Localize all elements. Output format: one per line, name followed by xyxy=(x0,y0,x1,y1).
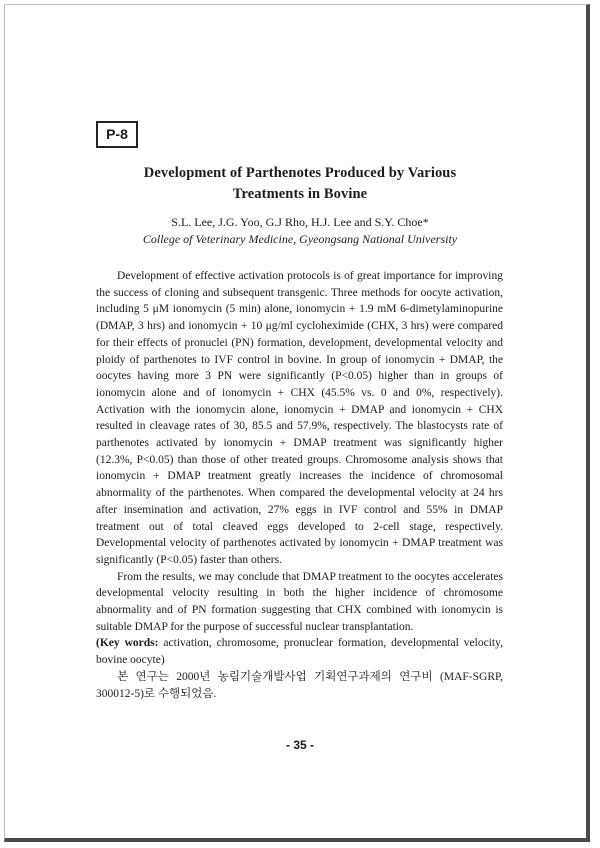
title-line-1: Development of Parthenotes Produced by Various xyxy=(143,165,457,181)
page-number: - 35 - xyxy=(285,738,314,752)
acknowledgement: 본 연구는 2000년 농림기술개발사업 기획연구과제의 연구비 (MAF-SGRP, 300012-5)로 수행되었음. xyxy=(96,670,503,700)
abstract-paragraph-2: From the results, we may conclude that DMAP treatment to the oocytes accelerates developmental velocity resulting in both the higher incidence of chromosome abnormality and of PN formation suggesting that CHX combined with ionomycin is suitable DMAP for the purpose of successful nuclear transplantation. xyxy=(96,570,503,633)
abstract-paragraph-1: Development of effective activation protocols is of great importance for improving the success of cloning and subsequent transgenic. Three methods for oocyte activation, including 5 μM ionomycin (5 min) alone, ionomycin + 1.9 mM 6-dimetylaminopurine (DMAP, 3 hrs) and ionomycin + 10 μg/ml cycloheximide (CHX, 3 hrs) were compared for their effects of pronuclei (PN) formation, development, developmental velocity and ploidy of parthenotes to IVF control in bovine. In group of ionomycin + DMAP, the oocytes having more 3 PN were significantly (P<0.05) higher than in groups of ionomycin alone and of ionomycin + CHX (45.5% vs. 0 and 0%, respectively). Activation with the ionomycin alone, ionomycin + DMAP and ionomycin + CHX resulted in cleavage rates of 30, 85.5 and 57.9%, respectively. The blastocysts rate of parthenotes activated by ionomycin + DMAP treatment was significantly higher (12.3%, P<0.05) than those of other treated groups. Chromosome analysis shows that ionomycin + DMAP treatment greatly increases the incidence of chromosomal abnormality of the parthenotes. When compared the developmental velocity at 24 hrs after insemination and activation, 27% eggs in IVF control and 55% in DMAP treatment out of total cleaved eggs developed to 2-cell stage, respectively. Developmental velocity of parthenotes activated by ionomycin + DMAP treatment was significantly (P<0.05) faster than others. xyxy=(96,270,503,566)
authors: S.L. Lee, J.G. Yoo, G.J Rho, H.J. Lee and S.Y. Choe* xyxy=(171,215,429,229)
affiliation: College of Veterinary Medicine, Gyeongsang National University xyxy=(142,232,458,246)
paper-title xyxy=(96,163,504,205)
paper-code-box: P-8 xyxy=(96,121,138,148)
abstract-body xyxy=(96,268,503,702)
keywords xyxy=(96,635,503,668)
title-line-2: Treatments in Bovine xyxy=(232,186,368,202)
keywords-label: (Key words: xyxy=(96,637,159,650)
keywords-text: activation, chromosome, pronuclear formation, developmental velocity, bovine oocyte) xyxy=(96,637,503,667)
